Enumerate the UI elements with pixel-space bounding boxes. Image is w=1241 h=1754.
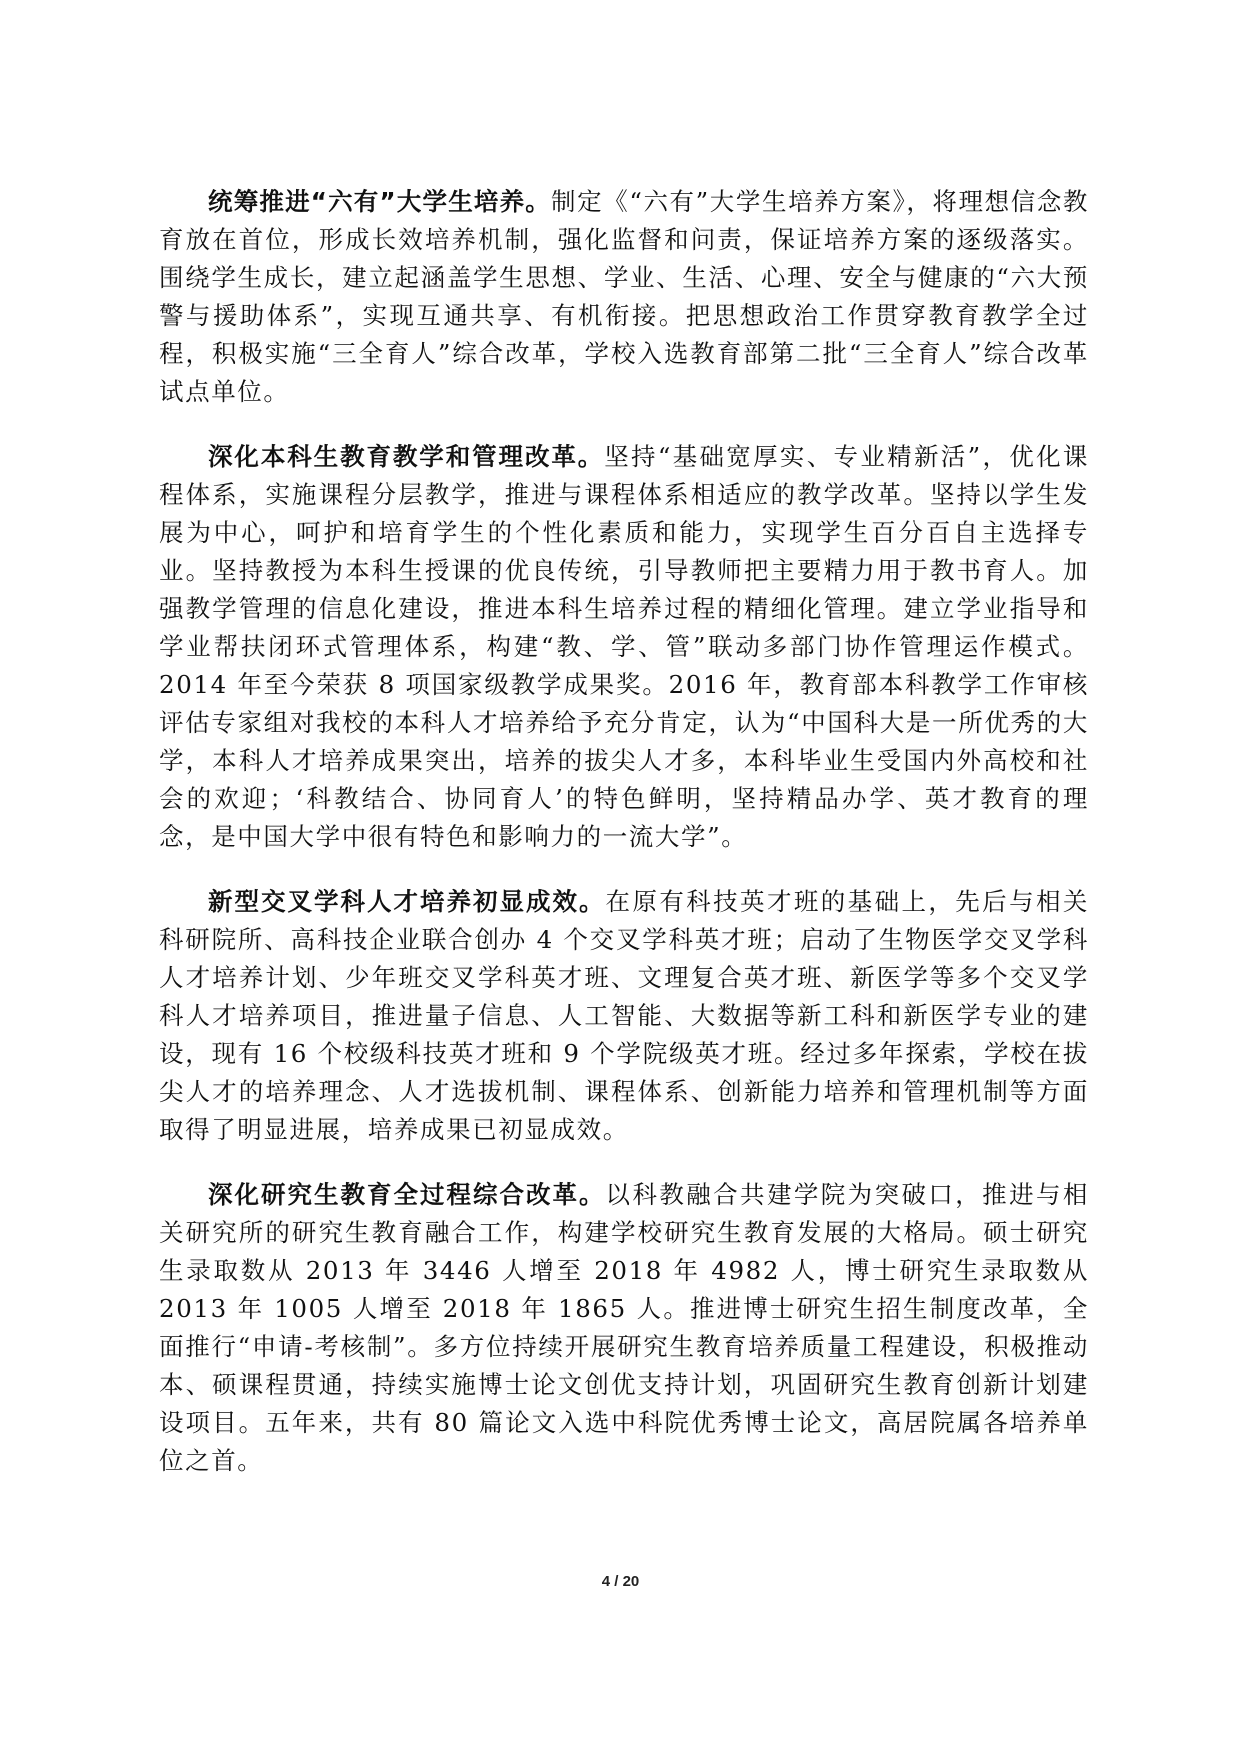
paragraph-body: 在原有科技英才班的基础上，先后与相关科研院所、高科技企业联合创办 4 个交叉学科英才班；启动了生物医学交叉学科人才培养计划、少年班交叉学科英才班、文理复合英才班、新医学等多个交叉学科人才培养项目，推进量子信息、人工智能、大数据等新工科和新医学专业的建设，现有 16 个校级科技英才班和 9 个学院级英才班。经过多年探索，学校在拔尖人才的培养理念、人才选拔机制、课程体系、创新能力培养和管理机制等方面取得了明显进展，培养成果已初显成效。 xyxy=(159,887,1089,1144)
paragraph-body: 以科教融合共建学院为突破口，推进与相关研究所的研究生教育融合工作，构建学校研究生教育发展的大格局。硕士研究生录取数从 2013 年 3446 人增至 2018 年 4982 人，博士研究生录取数从 2013 年 1005 人增至 2018 年 1865 人。推进博士研究生招生制度改革，全面推行“申请-考核制”。多方位持续开展研究生教育培养质量工程建设，积极推动本、硕课程贯通，持续实施博士论文创优支持计划，巩固研究生教育创新计划建设项目。五年来，共有 80 篇论文入选中科院优秀博士论文，高居院属各培养单位之首。 xyxy=(159,1180,1089,1475)
document-body xyxy=(159,183,1089,1507)
paragraph-undergraduate-reform xyxy=(159,438,1089,856)
paragraph-lead: 深化研究生教育全过程综合改革。 xyxy=(208,1180,606,1209)
paragraph-six-have-training xyxy=(159,183,1089,411)
paragraph-lead: 新型交叉学科人才培养初显成效。 xyxy=(208,887,606,916)
paragraph-interdisciplinary-training xyxy=(159,883,1089,1149)
paragraph-lead: 深化本科生教育教学和管理改革。 xyxy=(208,442,605,471)
page-number: 4 / 20 xyxy=(601,1573,640,1590)
paragraph-body: 制定《“六有”大学生培养方案》，将理想信念教育放在首位，形成长效培养机制，强化监督和问责，保证培养方案的逐级落实。围绕学生成长，建立起涵盖学生思想、学业、生活、心理、安全与健康的“六大预警与援助体系”，实现互通共享、有机衔接。把思想政治工作贯穿教育教学全过程，积极实施“三全育人”综合改革，学校入选教育部第二批“三全育人”综合改革试点单位。 xyxy=(159,187,1090,406)
paragraph-graduate-reform xyxy=(159,1176,1089,1480)
paragraph-body: 坚持“基础宽厚实、专业精新活”，优化课程体系，实施课程分层教学，推进与课程体系相适应的教学改革。坚持以学生发展为中心，呵护和培育学生的个性化素质和能力，实现学生百分百自主选择专业。坚持教授为本科生授课的优良传统，引导教师把主要精力用于教书育人。加强教学管理的信息化建设，推进本科生培养过程的精细化管理。建立学业指导和学业帮扶闭环式管理体系，构建“教、学、管”联动多部门协作管理运作模式。2014 年至今荣获 8 项国家级教学成果奖。2016 年，教育部本科教学工作审核评估专家组对我校的本科人才培养给予充分肯定，认为“中国科大是一所优秀的大学，本科人才培养成果突出，培养的拔尖人才多，本科毕业生受国内外高校和社会的欢迎；‘科教结合、协同育人’的特色鲜明，坚持精品办学、英才教育的理念，是中国大学中很有特色和影响力的一流大学”。 xyxy=(159,442,1089,851)
paragraph-lead: 统筹推进“六有”大学生培养。 xyxy=(208,187,552,216)
